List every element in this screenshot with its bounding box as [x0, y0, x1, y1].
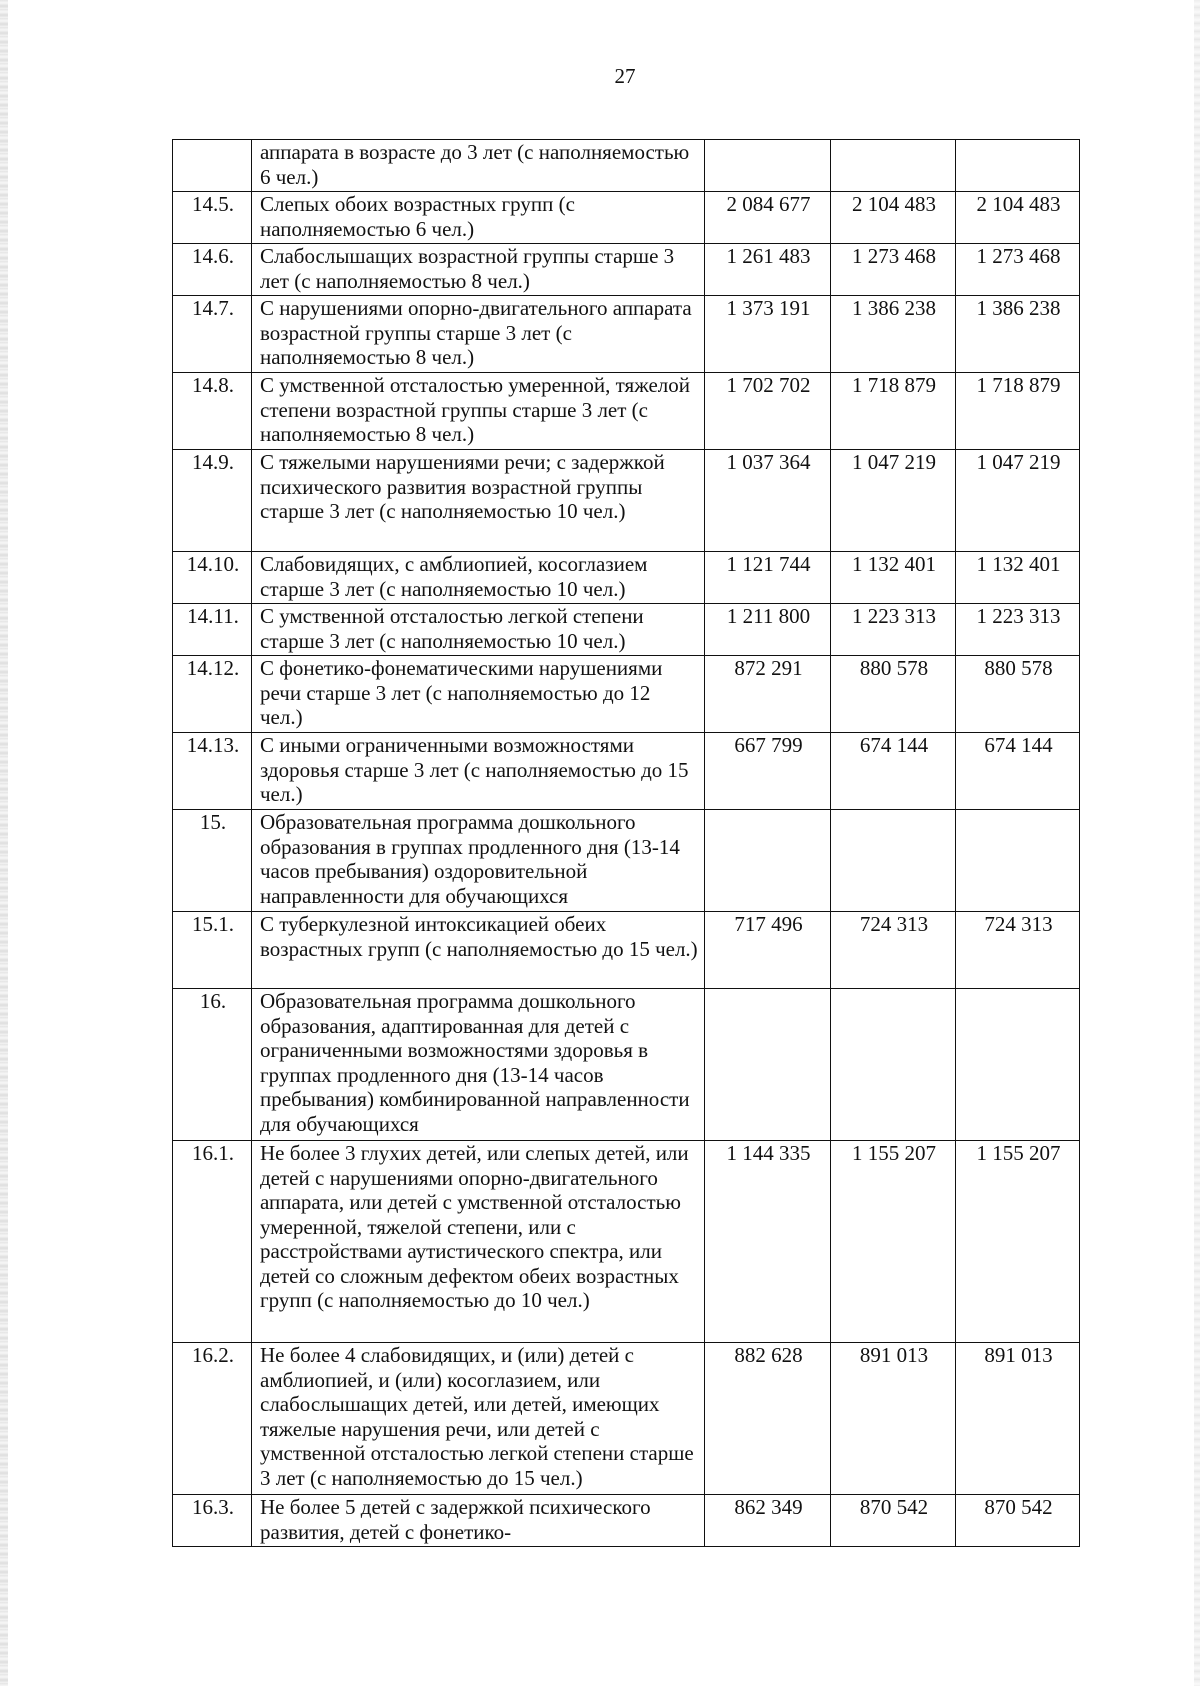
row-value-1: 1 261 483 — [705, 244, 831, 296]
row-number: 14.8. — [173, 373, 252, 450]
row-number: 14.11. — [173, 604, 252, 656]
row-number: 14.9. — [173, 450, 252, 552]
row-number: 16.3. — [173, 1495, 252, 1547]
row-description: С умственной отсталостью умеренной, тяжелой степени возрастной группы старше 3 лет (с наполняемостью 8 чел.) — [252, 373, 705, 450]
row-number: 16. — [173, 989, 252, 1141]
row-description: Слепых обоих возрастных групп (с наполняемостью 6 чел.) — [252, 192, 705, 244]
row-value-2: 2 104 483 — [831, 192, 956, 244]
row-description: Не более 5 детей с задержкой психического развития, детей с фонетико- — [252, 1495, 705, 1547]
table-row — [173, 244, 1080, 296]
table-row — [173, 192, 1080, 244]
row-number: 14.12. — [173, 656, 252, 733]
row-value-3: 1 132 401 — [956, 552, 1080, 604]
row-value-2: 1 718 879 — [831, 373, 956, 450]
row-number: 16.1. — [173, 1141, 252, 1343]
row-number: 15. — [173, 810, 252, 912]
row-number: 14.7. — [173, 296, 252, 373]
row-value-1 — [705, 989, 831, 1141]
row-number: 16.2. — [173, 1343, 252, 1495]
row-value-2: 880 578 — [831, 656, 956, 733]
row-number — [173, 140, 252, 192]
table-row — [173, 450, 1080, 552]
row-number: 14.13. — [173, 733, 252, 810]
row-value-1: 1 211 800 — [705, 604, 831, 656]
row-description: С нарушениями опорно-двигательного аппарата возрастной группы старше 3 лет (с наполняемостью 8 чел.) — [252, 296, 705, 373]
table-row — [173, 989, 1080, 1141]
row-value-1: 872 291 — [705, 656, 831, 733]
row-value-2: 1 155 207 — [831, 1141, 956, 1343]
row-description: С умственной отсталостью легкой степени старше 3 лет (с наполняемостью 10 чел.) — [252, 604, 705, 656]
row-value-2 — [831, 989, 956, 1141]
row-value-1 — [705, 140, 831, 192]
row-value-1: 2 084 677 — [705, 192, 831, 244]
row-value-3 — [956, 810, 1080, 912]
row-description: Образовательная программа дошкольного образования в группах продленного дня (13-14 часов пребывания) оздоровительной направленности для обучающихся — [252, 810, 705, 912]
table-row — [173, 296, 1080, 373]
row-value-1: 1 121 744 — [705, 552, 831, 604]
row-description: аппарата в возрасте до 3 лет (с наполняемостью 6 чел.) — [252, 140, 705, 192]
row-number: 14.10. — [173, 552, 252, 604]
row-value-1: 1 373 191 — [705, 296, 831, 373]
row-value-2: 724 313 — [831, 912, 956, 989]
table-row — [173, 912, 1080, 989]
row-description: С тяжелыми нарушениями речи; с задержкой психического развития возрастной группы старше 3 лет (с наполняемостью 10 чел.) — [252, 450, 705, 552]
scan-edge-right — [1194, 0, 1200, 1686]
row-value-1: 882 628 — [705, 1343, 831, 1495]
row-value-1: 1 702 702 — [705, 373, 831, 450]
row-value-2 — [831, 810, 956, 912]
row-value-3: 1 386 238 — [956, 296, 1080, 373]
table-row — [173, 733, 1080, 810]
row-value-3: 891 013 — [956, 1343, 1080, 1495]
row-value-3 — [956, 140, 1080, 192]
row-description: С туберкулезной интоксикацией обеих возрастных групп (с наполняемостью до 15 чел.) — [252, 912, 705, 989]
row-description: С фонетико-фонематическими нарушениями речи старше 3 лет (с наполняемостью до 12 чел.) — [252, 656, 705, 733]
row-value-3: 674 144 — [956, 733, 1080, 810]
table-row — [173, 1343, 1080, 1495]
row-value-1: 1 144 335 — [705, 1141, 831, 1343]
row-description: С иными ограниченными возможностями здоровья старше 3 лет (с наполняемостью до 15 чел.) — [252, 733, 705, 810]
row-value-2: 674 144 — [831, 733, 956, 810]
row-value-1: 667 799 — [705, 733, 831, 810]
table-row — [173, 1495, 1080, 1547]
row-value-3: 870 542 — [956, 1495, 1080, 1547]
table-row — [173, 140, 1080, 192]
row-value-2: 891 013 — [831, 1343, 956, 1495]
row-value-2: 1 047 219 — [831, 450, 956, 552]
row-description: Образовательная программа дошкольного образования, адаптированная для детей с ограниченными возможностями здоровья в группах продленного дня (13-14 часов пребывания) комбинированной направленности для обучающихся — [252, 989, 705, 1141]
row-value-3: 1 718 879 — [956, 373, 1080, 450]
row-value-1: 862 349 — [705, 1495, 831, 1547]
row-description: Слабовидящих, с амблиопией, косоглазием старше 3 лет (с наполняемостью 10 чел.) — [252, 552, 705, 604]
tariff-table — [172, 139, 1080, 1547]
table-row — [173, 604, 1080, 656]
page-number: 27 — [614, 64, 636, 88]
table-row — [173, 656, 1080, 733]
row-value-3: 724 313 — [956, 912, 1080, 989]
row-value-2: 1 273 468 — [831, 244, 956, 296]
table-row — [173, 552, 1080, 604]
row-value-3: 880 578 — [956, 656, 1080, 733]
row-description: Слабослышащих возрастной группы старше 3 лет (с наполняемостью 8 чел.) — [252, 244, 705, 296]
scan-edge-left — [0, 0, 8, 1686]
table-row — [173, 810, 1080, 912]
row-number: 14.5. — [173, 192, 252, 244]
row-value-3: 1 155 207 — [956, 1141, 1080, 1343]
row-value-2: 1 386 238 — [831, 296, 956, 373]
table-row — [173, 373, 1080, 450]
row-value-3: 1 223 313 — [956, 604, 1080, 656]
row-description: Не более 4 слабовидящих, и (или) детей с амблиопией, и (или) косоглазием, или слабослышащих детей, или детей, имеющих тяжелые нарушения речи, или детей с умственной отсталостью легкой степени старше 3 лет (с наполняемостью до 15 чел.) — [252, 1343, 705, 1495]
row-value-2: 870 542 — [831, 1495, 956, 1547]
row-value-2 — [831, 140, 956, 192]
table-row — [173, 1141, 1080, 1343]
row-value-1: 1 037 364 — [705, 450, 831, 552]
row-value-3: 1 273 468 — [956, 244, 1080, 296]
row-value-3: 1 047 219 — [956, 450, 1080, 552]
row-number: 14.6. — [173, 244, 252, 296]
row-value-2: 1 223 313 — [831, 604, 956, 656]
row-value-2: 1 132 401 — [831, 552, 956, 604]
row-value-1: 717 496 — [705, 912, 831, 989]
row-value-3: 2 104 483 — [956, 192, 1080, 244]
row-value-3 — [956, 989, 1080, 1141]
row-value-1 — [705, 810, 831, 912]
row-number: 15.1. — [173, 912, 252, 989]
row-description: Не более 3 глухих детей, или слепых детей, или детей с нарушениями опорно-двигательного аппарата, или детей с умственной отсталостью умеренной, тяжелой степени, или с расстройствами аутистического спектра, или детей со сложным дефектом обеих возрастных групп (с наполняемостью до 10 чел.) — [252, 1141, 705, 1343]
